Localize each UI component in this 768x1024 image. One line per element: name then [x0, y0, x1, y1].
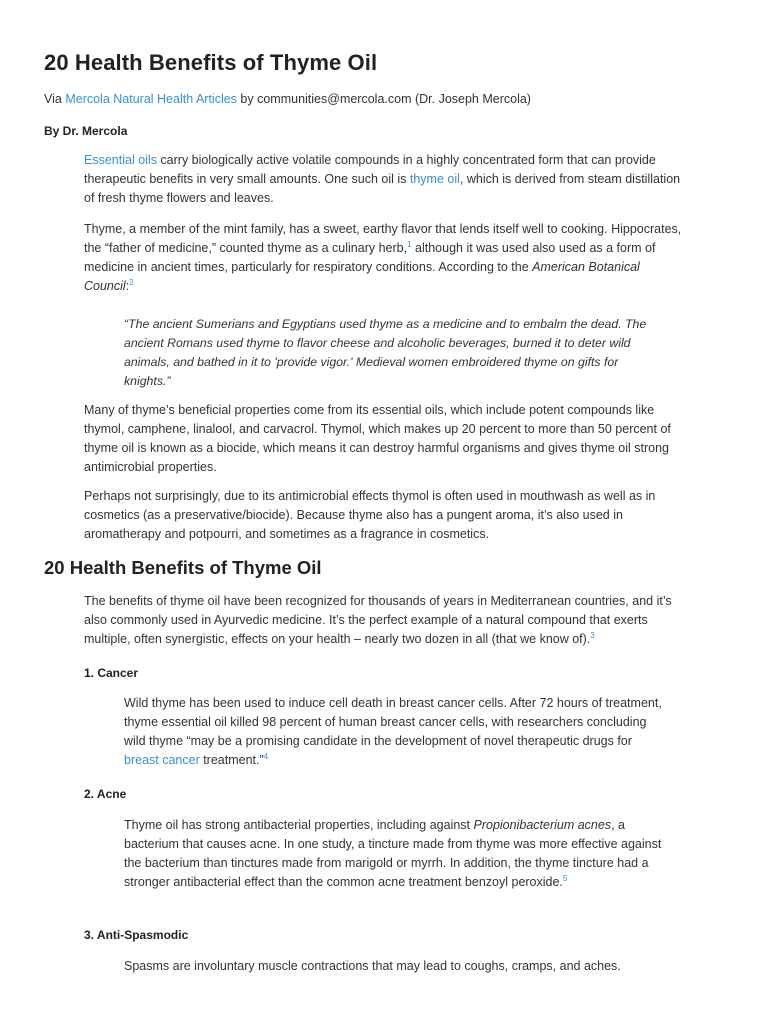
source-attribution — [44, 92, 531, 106]
via-prefix: Via — [44, 92, 62, 106]
thyme-oil-link[interactable]: thyme oil — [409, 172, 460, 186]
intro-p2-text-a: Thyme, a member of the mint family, has a sweet, earthy flavor that lends itself well to cooking. Hippocrates, the “father of medicine,” counted thyme as a culinary herb, — [84, 222, 682, 255]
section-p1-text: The benefits of thyme oil have been recognized for thousands of years in Mediterranean countries, and it’s also commonly used in Ayurvedic medicine. It’s the perfect example of a natural compound that exerts multiple, often synergistic, effects on your health – nearly two dozen in all (that we know of). — [84, 594, 672, 646]
via-author: by communities@mercola.com (Dr. Joseph Mercola) — [240, 92, 531, 106]
item-1-text-b: treatment.” — [199, 753, 264, 767]
byline: By Dr. Mercola — [44, 124, 128, 138]
item-2-text-b: , a bacterium that causes acne. In one study, a tincture made from thyme was more effective against the bacterium than tinctures made from marigold or myrrh. In addition, the thyme tincture had a stronger antibacterial effect than the common acne treatment benzoyl peroxide. — [124, 818, 662, 889]
source-link[interactable]: Mercola Natural Health Articles — [65, 92, 237, 106]
section-paragraph — [84, 592, 684, 649]
essential-oils-link[interactable]: Essential oils — [84, 153, 157, 167]
breast-cancer-link[interactable]: breast cancer — [124, 753, 200, 767]
section-heading: 20 Health Benefits of Thyme Oil — [44, 557, 322, 578]
article-title: 20 Health Benefits of Thyme Oil — [44, 50, 378, 75]
intro-p1-text-a: carry biologically active volatile compounds in a highly concentrated form that can provide therapeutic benefits in very small amounts. One such oil is — [84, 153, 656, 186]
intro-p1-text-b: , which is derived from steam distillation of fresh thyme flowers and leaves. — [84, 172, 681, 205]
propionibacterium-acnes: Propionibacterium acnes — [473, 818, 612, 832]
item-1-text-a: Wild thyme has been used to induce cell death in breast cancer cells. After 72 hours of treatment, thyme essential oil killed 98 percent of human breast cancer cells, with researchers concluding wild thyme “may be a promising candidate in the development of novel therapeutic drugs for — [124, 696, 662, 748]
item-1-heading: 1. Cancer — [84, 666, 139, 680]
item-3-body: Spasms are involuntary muscle contractions that may lead to coughs, cramps, and aches. — [124, 959, 621, 973]
footnote-2-link[interactable]: 2 — [129, 277, 134, 287]
footnote-4-link[interactable]: 4 — [263, 751, 269, 761]
item-2-body — [124, 816, 664, 892]
item-1-body — [124, 694, 664, 770]
footnote-1-link[interactable]: 1 — [407, 239, 412, 249]
intro-paragraph-2 — [84, 220, 684, 296]
intro-p2-text-b: although it was used also used as a form of medicine in ancient times, particularly for respiratory conditions. According to the — [84, 241, 656, 274]
intro-paragraph-3: Many of thyme’s beneficial properties come from its essential oils, which include potent compounds like thymol, camphene, linalool, and carvacrol. Thymol, which makes up 20 percent to more than 50 percent of thyme oil is known as a biocide, which means it can destroy harmful organisms and gives thyme oil strong antimicrobial properties. — [84, 403, 671, 474]
item-2-text-a: Thyme oil has strong antibacterial properties, including against — [124, 818, 474, 832]
item-3-heading: 3. Anti-Spasmodic — [84, 928, 189, 942]
footnote-5-link[interactable]: 5 — [562, 873, 568, 883]
intro-paragraph-1 — [84, 151, 684, 208]
item-2-heading: 2. Acne — [84, 787, 127, 801]
intro-p2-colon: : — [125, 279, 130, 293]
footnote-3-link[interactable]: 3 — [590, 630, 595, 640]
blockquote: “The ancient Sumerians and Egyptians used thyme as a medicine and to embalm the dead. The ancient Romans used thyme to flavor cheese and alcoholic beverages, burned it to deter wild animals, and bathed in it to 'provide vigor.' Medieval women embroidered thyme on gifts for knights.” — [124, 317, 647, 388]
intro-paragraph-4: Perhaps not surprisingly, due to its antimicrobial effects thymol is often used in mouthwash as well as in cosmetics (as a preservative/biocide). Because thyme also has a pungent aroma, it’s also used in aromatherapy and potpourri, and sometimes as a fragrance in cosmetics. — [84, 489, 656, 541]
american-botanical-council: American Botanical Council — [84, 260, 640, 293]
